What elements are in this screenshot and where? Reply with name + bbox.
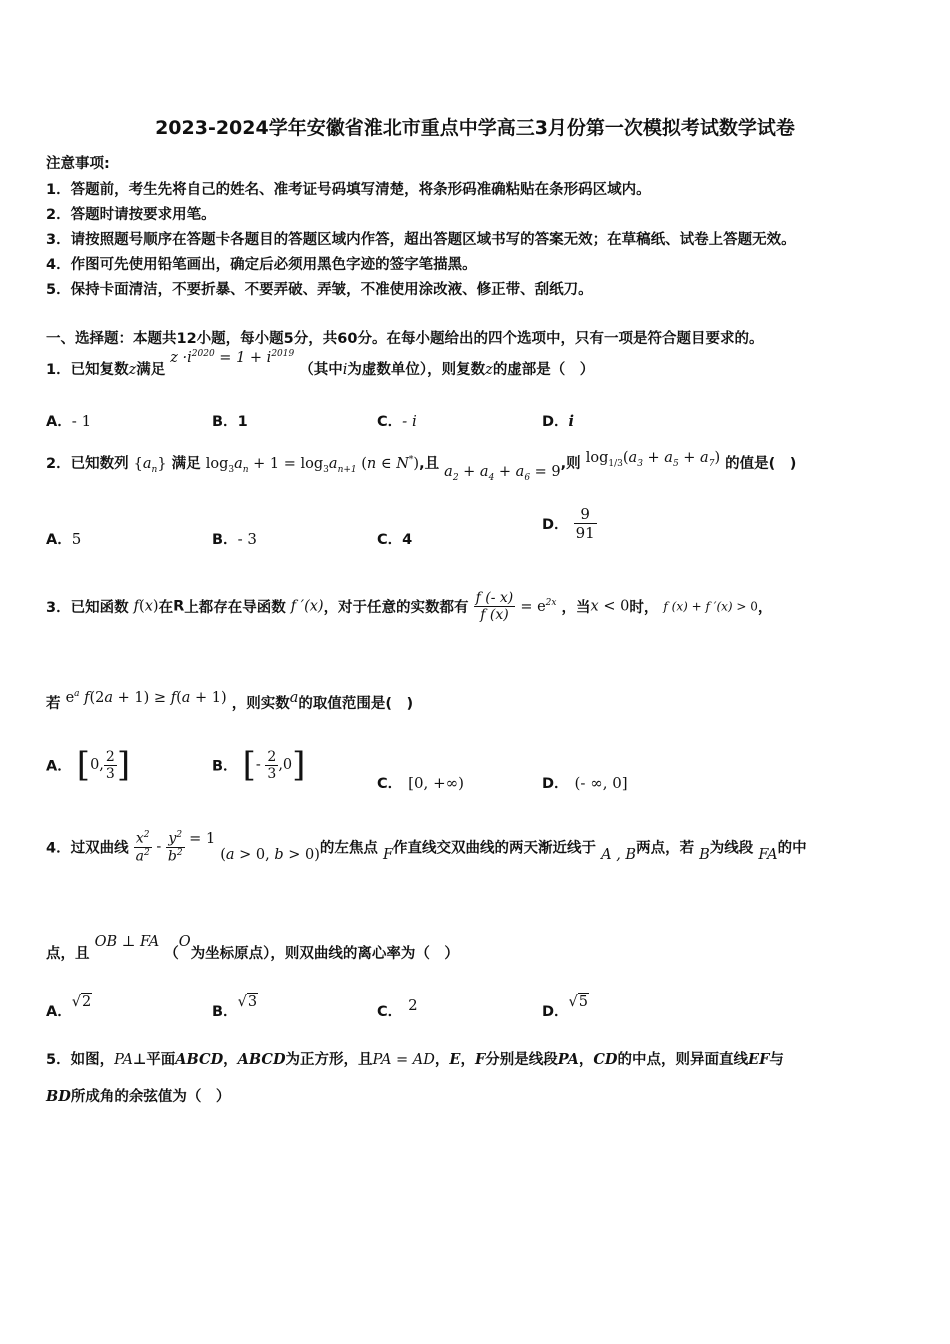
q4-perpendicular: OB ⊥ FA <box>94 934 160 950</box>
question-3: 3．已知函数 f(x)在R上都存在导函数 f ′(x)，对于任意的实数都有 $\frac{f (- x)}{f (x)}$ = $e^{2x}$ ，当x < 0时， f (x) + f ′(x) > 0， <box>46 590 773 623</box>
q2-option-b[interactable]: B．- 3 <box>212 530 257 548</box>
q1-option-a[interactable]: A．- 1 <box>46 412 92 430</box>
question-2: 2．已知数列 $\{a_n\}$ 满足 $\log_3a_n + 1 = \log_3a_{n+1}$ (n ∈ N*),且 $a_2 + a_4 + a_6 = 9$,则 $\log_{1/3}(a_3 + a_5 + a_7)$ 的值是( ) <box>46 450 797 483</box>
question-5-line-2: BD所成角的余弦值为（ ） <box>46 1088 231 1105</box>
q4-hyperbola: $\frac{x^2}{a^2}$ <box>135 830 150 865</box>
question-3-line-2: 若 $e^a$ f(2a + 1) ≥ f(a + 1) ，则实数a的取值范围是( ) <box>46 689 414 712</box>
note-item: 1．答题前，考生先将自己的姓名、准考证号码填写清楚，将条形码准确粘贴在条形码区域内。 <box>46 182 651 198</box>
q4-option-b[interactable]: B．√3 <box>212 994 258 1020</box>
q3-ratio: $\frac{f (- x)}{f (x)}$ <box>475 590 514 623</box>
q2-sum: $a_2 + a_4 + a_6 = 9$ <box>444 464 561 483</box>
q2-sequence: $\{a_n\}$ <box>133 456 167 475</box>
q4-option-a[interactable]: A．√2 <box>46 994 92 1020</box>
question-5: 5．如图，PA⊥平面ABCD，ABCD为正方形，且PA = AD，E，F分别是线段PA，CD的中点，则异面直线EF与 <box>46 1051 784 1068</box>
q1-option-c[interactable]: C．- i <box>377 412 417 430</box>
q2-option-a[interactable]: A．5 <box>46 530 82 548</box>
q3-option-d[interactable]: D． (- ∞, 0] <box>542 774 628 792</box>
q3-inequality: $e^a$ f(2a + 1) ≥ f(a + 1) <box>65 689 227 706</box>
note-item: 4．作图可先使用铅笔画出，确定后必须用黑色字迹的签字笔描黑。 <box>46 257 477 273</box>
section-heading: 一、选择题：本题共12小题，每小题5分，共60分。在每小题给出的四个选项中，只有一项是符合题目要求的。 <box>46 331 764 347</box>
q2-log-expression: $\log_{1/3}(a_3 + a_5 + a_7)$ <box>585 450 721 469</box>
question-4: 4．过双曲线 $\frac{x^2}{a^2}$ - $\frac{y^2}{b^2}$ = 1 (a > 0, b > 0)的左焦点 F作直线交双曲线的两天渐近线于 A , B两点，若 B为线段 FA的中 <box>46 830 807 865</box>
notes-heading: 注意事项: <box>46 156 110 172</box>
q4-option-c[interactable]: C． 2 <box>377 996 418 1020</box>
q3-option-a[interactable]: A． [0, $\frac{2}{3}$ ] <box>46 745 131 785</box>
note-item: 3．请按照题号顺序在答题卡各题目的答题区域内作答，超出答题区域书写的答案无效；在草稿纸、试卷上答题无效。 <box>46 232 796 248</box>
q3-option-b[interactable]: B． [- $\frac{2}{3}$ ,0] <box>212 745 306 785</box>
page-title: 2023-2024学年安徽省淮北市重点中学高三3月份第一次模拟考试数学试卷 <box>155 117 795 139</box>
q2-recurrence: $\log_3a_n + 1 = \log_3a_{n+1}$ (n ∈ N*) <box>205 455 420 475</box>
q3-option-c[interactable]: C． [0, +∞) <box>377 774 465 792</box>
q1-equation: $z \cdot i^{2020} = 1 + i^{2019}$ <box>170 349 295 366</box>
note-item: 5．保持卡面清洁，不要折暴、不要弄破、弄皱，不准使用涂改液、修正带、刮纸刀。 <box>46 282 593 298</box>
q4-option-d[interactable]: D．√5 <box>542 994 589 1020</box>
q2-option-d[interactable]: D． $\frac{9}{91}$ <box>542 505 595 542</box>
note-item: 2．答题时请按要求用笔。 <box>46 207 216 223</box>
question-1: 1．已知复数z满足 $z \cdot i^{2020} = 1 + i^{2019}$ （其中i为虚数单位），则复数z的虚部是（ ） <box>46 349 595 378</box>
q1-option-d[interactable]: D．i <box>542 413 575 430</box>
q1-option-b[interactable]: B．1 <box>212 414 248 430</box>
q2-option-c[interactable]: C．4 <box>377 532 413 548</box>
question-4-line-2: 点，且 OB ⊥ FA （O为坐标原点），则双曲线的离心率为（ ） <box>46 934 459 962</box>
